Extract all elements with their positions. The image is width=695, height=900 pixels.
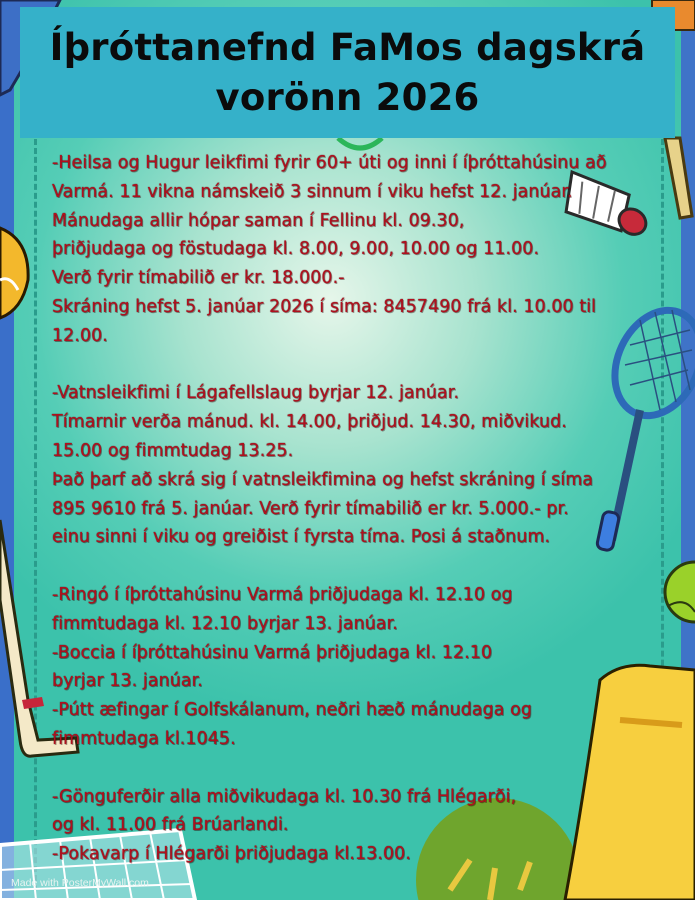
text-line: Skráning hefst 5. janúar 2026 í síma: 8457490 frá kl. 10.00 til [52,296,597,317]
text-line: -Vatnsleikfimi í Lágafellslaug byrjar 12. janúar. [52,383,460,404]
title-line-2: vorönn 2026 [215,75,480,119]
paragraph-spacer [52,552,672,581]
paragraph-spacer [52,351,672,380]
text-line: -Ringó í íþróttahúsinu Varmá þriðjudaga kl. 12.10 og [52,584,513,605]
tennis-ball-left-icon [0,228,28,318]
paragraph-spacer [52,754,672,783]
title-banner [20,7,675,138]
text-line: Verð fyrir tímabilið er kr. 18.000.- [52,268,345,289]
text-line: Það þarf að skrá sig í vatnsleikfimina og hefst skráning í síma [52,469,594,490]
text-line: Mánudaga allir hópar saman í Fellinu kl. 09.30, [52,210,465,231]
text-line: Tímarnir verða mánud. kl. 14.00, þriðjud. 14.30, miðvikud. [52,412,567,433]
text-line: -Pokavarp í Hlégarði þriðjudaga kl.13.00. [52,844,411,865]
green-arc-icon [338,138,382,148]
schedule-text [52,149,672,869]
text-line: 895 9610 frá 5. janúar. Verð fyrir tímabilið er kr. 5.000.- pr. [52,498,569,519]
text-line: byrjar 13. janúar. [52,671,203,692]
text-line: -Pútt æfingar í Golfskálanum, neðri hæð mánudaga og [52,700,532,721]
paragraph-vatnsleikfimi [52,379,672,552]
title-line-1: Íþróttanefnd FaMos dagskrá [49,25,646,69]
text-line: einu sinni í viku og greiðist í fyrsta tíma. Posi á staðnum. [52,527,551,548]
text-line: -Boccia í íþróttahúsinu Varmá þriðjudaga kl. 12.10 [52,642,493,663]
paragraph-heilsa-og-hugur [52,149,672,351]
text-line: -Heilsa og Hugur leikfimi fyrir 60+ úti og inni í íþróttahúsinu að [52,153,607,173]
paragraph-ringo-boccia-putt [52,581,672,754]
text-line: fimmtudaga kl.1045. [52,728,236,749]
text-line: þriðjudaga og föstudaga kl. 8.00, 9.00, 10.00 og 11.00. [52,239,540,260]
text-line: Varmá. 11 vikna námskeið 3 sinnum í viku hefst 12. janúar. [52,181,573,202]
text-line: og kl. 11.00 frá Brúarlandi. [52,815,289,836]
watermark: Made with PosterMyWall.com [11,877,149,889]
text-line: fimmtudaga kl. 12.10 byrjar 13. janúar. [52,613,398,634]
text-line: -Gönguferðir alla miðvikudaga kl. 10.30 frá Hlégarði, [52,786,517,807]
paragraph-gonguferdir-pokavarp [52,783,672,869]
text-line: 15.00 og fimmtudag 13.25. [52,440,294,461]
text-line: 12.00. [52,325,108,346]
